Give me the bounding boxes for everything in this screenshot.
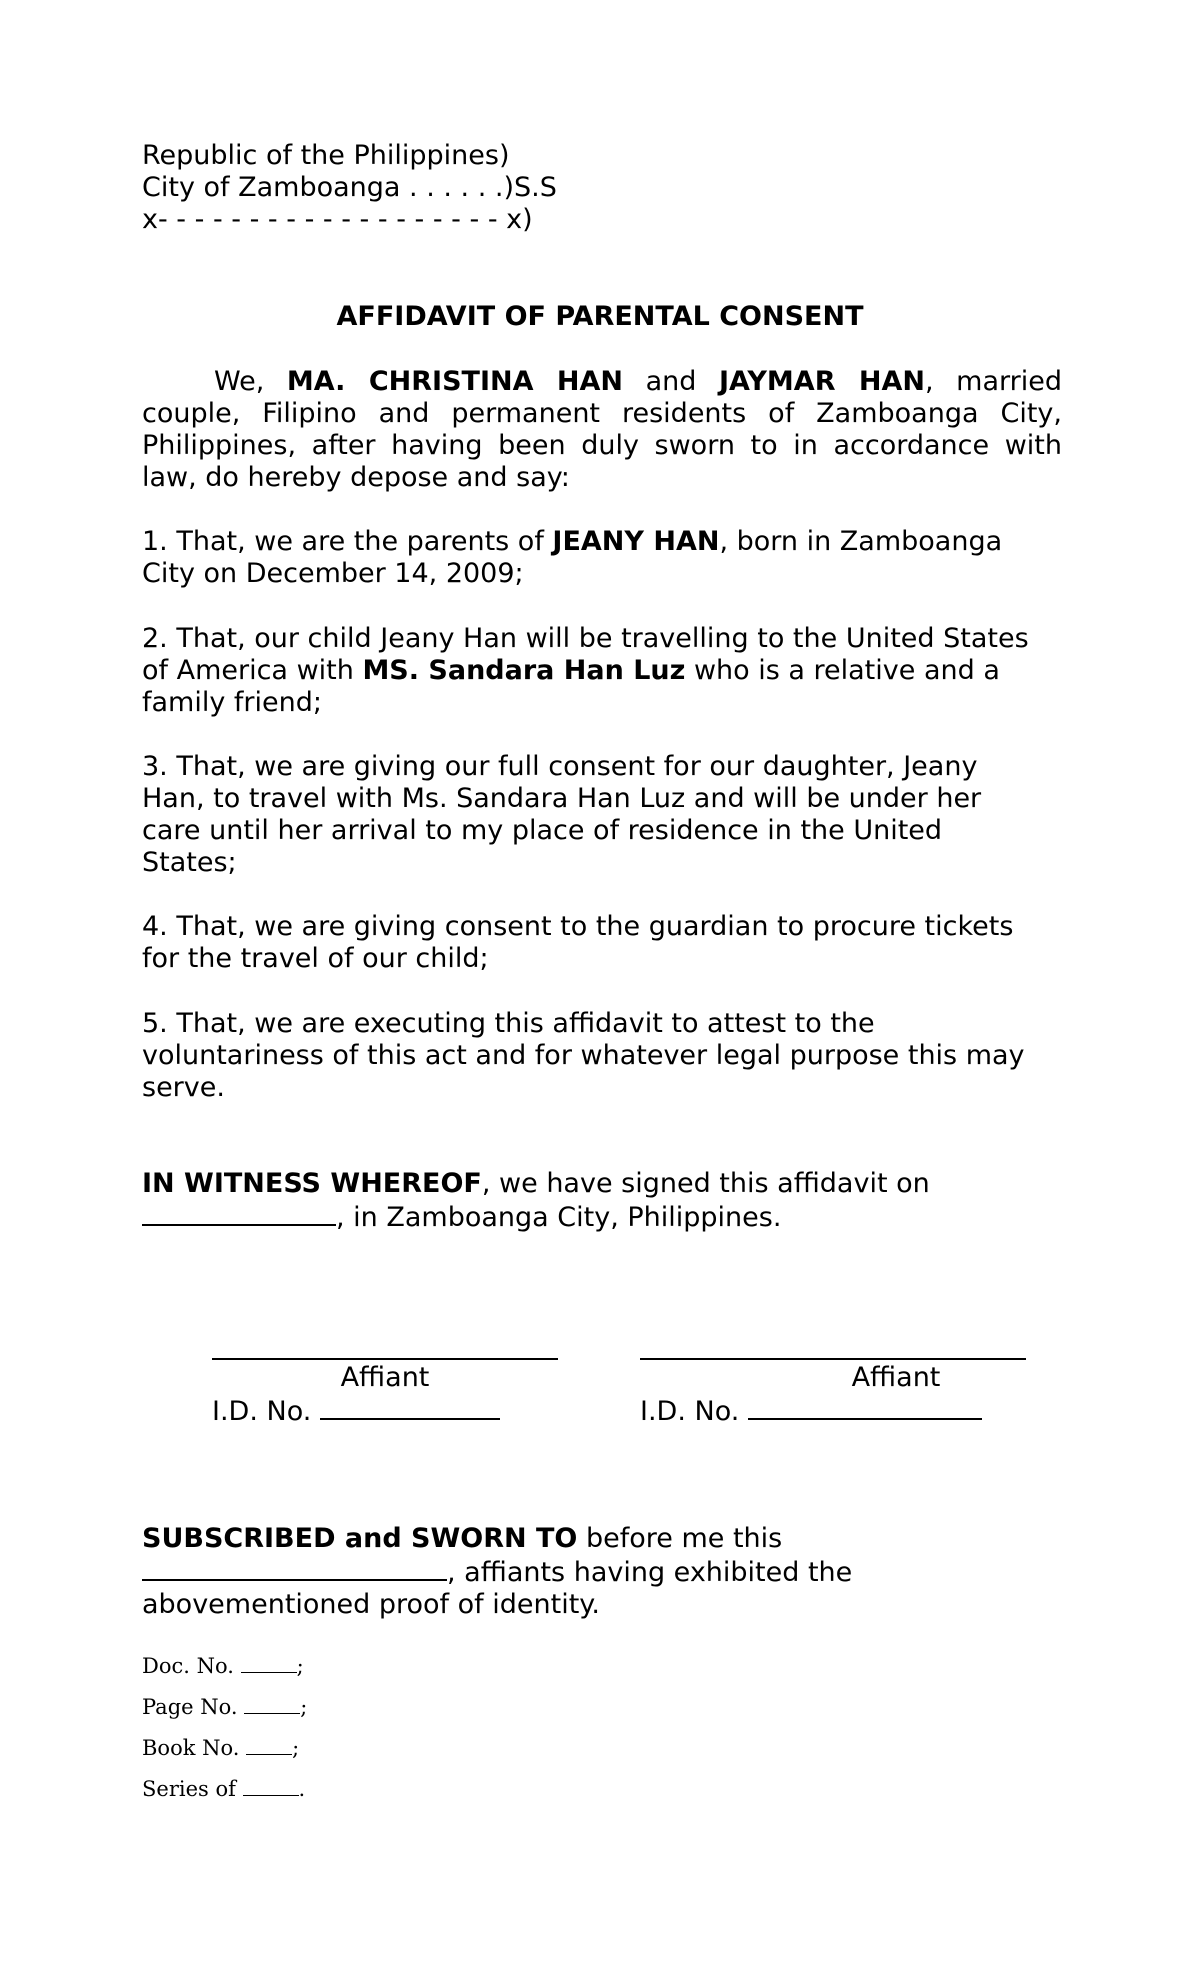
book-no-label: Book No. [142,1736,247,1760]
doc-no-row [142,1652,1062,1680]
jurat-line3: abovementioned proof of identity. [142,1589,600,1620]
witness-heading: IN WITNESS WHEREOF [142,1168,482,1199]
jurat-date-blank[interactable] [142,1555,447,1581]
venue-city: City of Zamboanga . . . . . .)S.S [142,172,557,203]
page-no-blank[interactable] [244,1695,300,1714]
intro-we: We, [214,366,287,397]
item-3-line2: Han, to travel with Ms. Sandara Han Luz and will be under her [142,783,982,814]
item-1-post: , born in Zamboanga [719,526,1003,557]
item-4-line2: for the travel of our child; [142,943,489,974]
left-id-label: I.D. No. [212,1396,320,1427]
page-no-end: ; [300,1695,308,1719]
item-1 [142,526,1062,590]
item-4-line1: 4. That, we are giving consent to the guardian to procure tickets [142,911,1014,942]
item-5 [142,1008,1062,1104]
left-affiant-label: Affiant [340,1362,430,1393]
page-no-row [142,1693,1062,1721]
series-label: Series of [142,1777,243,1801]
page-no-label: Page No. [142,1695,245,1719]
item-4 [142,911,1062,975]
item-2 [142,623,1062,719]
jurat-clause [142,1523,1062,1621]
right-id-row [640,1394,982,1428]
child-name: JEANY HAN [552,526,720,557]
item-2-line3: family friend; [142,687,322,718]
right-signature-line[interactable] [640,1358,1026,1360]
right-affiant-label: Affiant [851,1362,941,1393]
item-2-line1: 2. That, our child Jeany Han will be travelling to the United States [142,623,1029,654]
intro-rest: , married couple, Filipino and permanent residents of Zamboanga City, Philippines, after having been duly sworn to in accordance with law, do hereby depose and say: [142,366,1062,493]
doc-no-label: Doc. No. [142,1654,241,1678]
item-3-line4: States; [142,847,237,878]
guardian-name: MS. Sandara Han Luz [362,655,686,686]
left-id-row [212,1394,500,1428]
left-id-blank[interactable] [320,1394,500,1420]
intro-and: and [623,366,720,397]
series-end: . [298,1777,306,1801]
item-2-post: who is a relative and a [685,655,1000,686]
item-5-line2: voluntariness of this act and for whatever legal purpose this may [142,1040,1025,1071]
series-blank[interactable] [243,1777,299,1796]
venue-caption [142,140,1062,236]
right-id-blank[interactable] [748,1394,982,1420]
parent-name-1: MA. CHRISTINA HAN [286,366,624,397]
doc-no-end: ; [296,1654,304,1678]
item-3-line3: care until her arrival to my place of residence in the United [142,815,943,846]
right-id-label: I.D. No. [640,1396,748,1427]
item-2-pre: of America with [142,655,363,686]
jurat-heading: SUBSCRIBED and SWORN TO [142,1523,578,1554]
item-1-pre: 1. That, we are the parents of [142,526,553,557]
jurat-line2: , affiants having exhibited the [447,1557,853,1588]
book-no-end: ; [292,1736,300,1760]
book-no-blank[interactable] [246,1736,292,1755]
witness-clause [142,1168,1062,1234]
witness-line2: , in Zamboanga City, Philippines. [336,1202,782,1233]
item-1-line2: City on December 14, 2009; [142,558,524,589]
venue-divider: x- - - - - - - - - - - - - - - - - - - x) [142,204,533,235]
witness-line1: , we have signed this affidavit on [481,1168,930,1199]
intro-paragraph [142,366,1062,494]
signing-date-blank[interactable] [142,1200,336,1226]
book-no-row [142,1734,1062,1762]
item-3-line1: 3. That, we are giving our full consent for our daughter, Jeany [142,751,978,782]
item-5-line1: 5. That, we are executing this affidavit to attest to the [142,1008,875,1039]
document-title: AFFIDAVIT OF PARENTAL CONSENT [336,301,864,332]
item-5-line3: serve. [142,1072,225,1103]
venue-republic: Republic of the Philippines) [142,140,510,171]
item-3 [142,751,1062,879]
series-row [142,1775,1062,1803]
jurat-line1: before me this [577,1523,783,1554]
notarial-register [142,1652,1062,1803]
left-signature-line[interactable] [212,1358,558,1360]
parent-name-2: JAYMAR HAN [719,366,925,397]
doc-no-blank[interactable] [241,1654,297,1673]
